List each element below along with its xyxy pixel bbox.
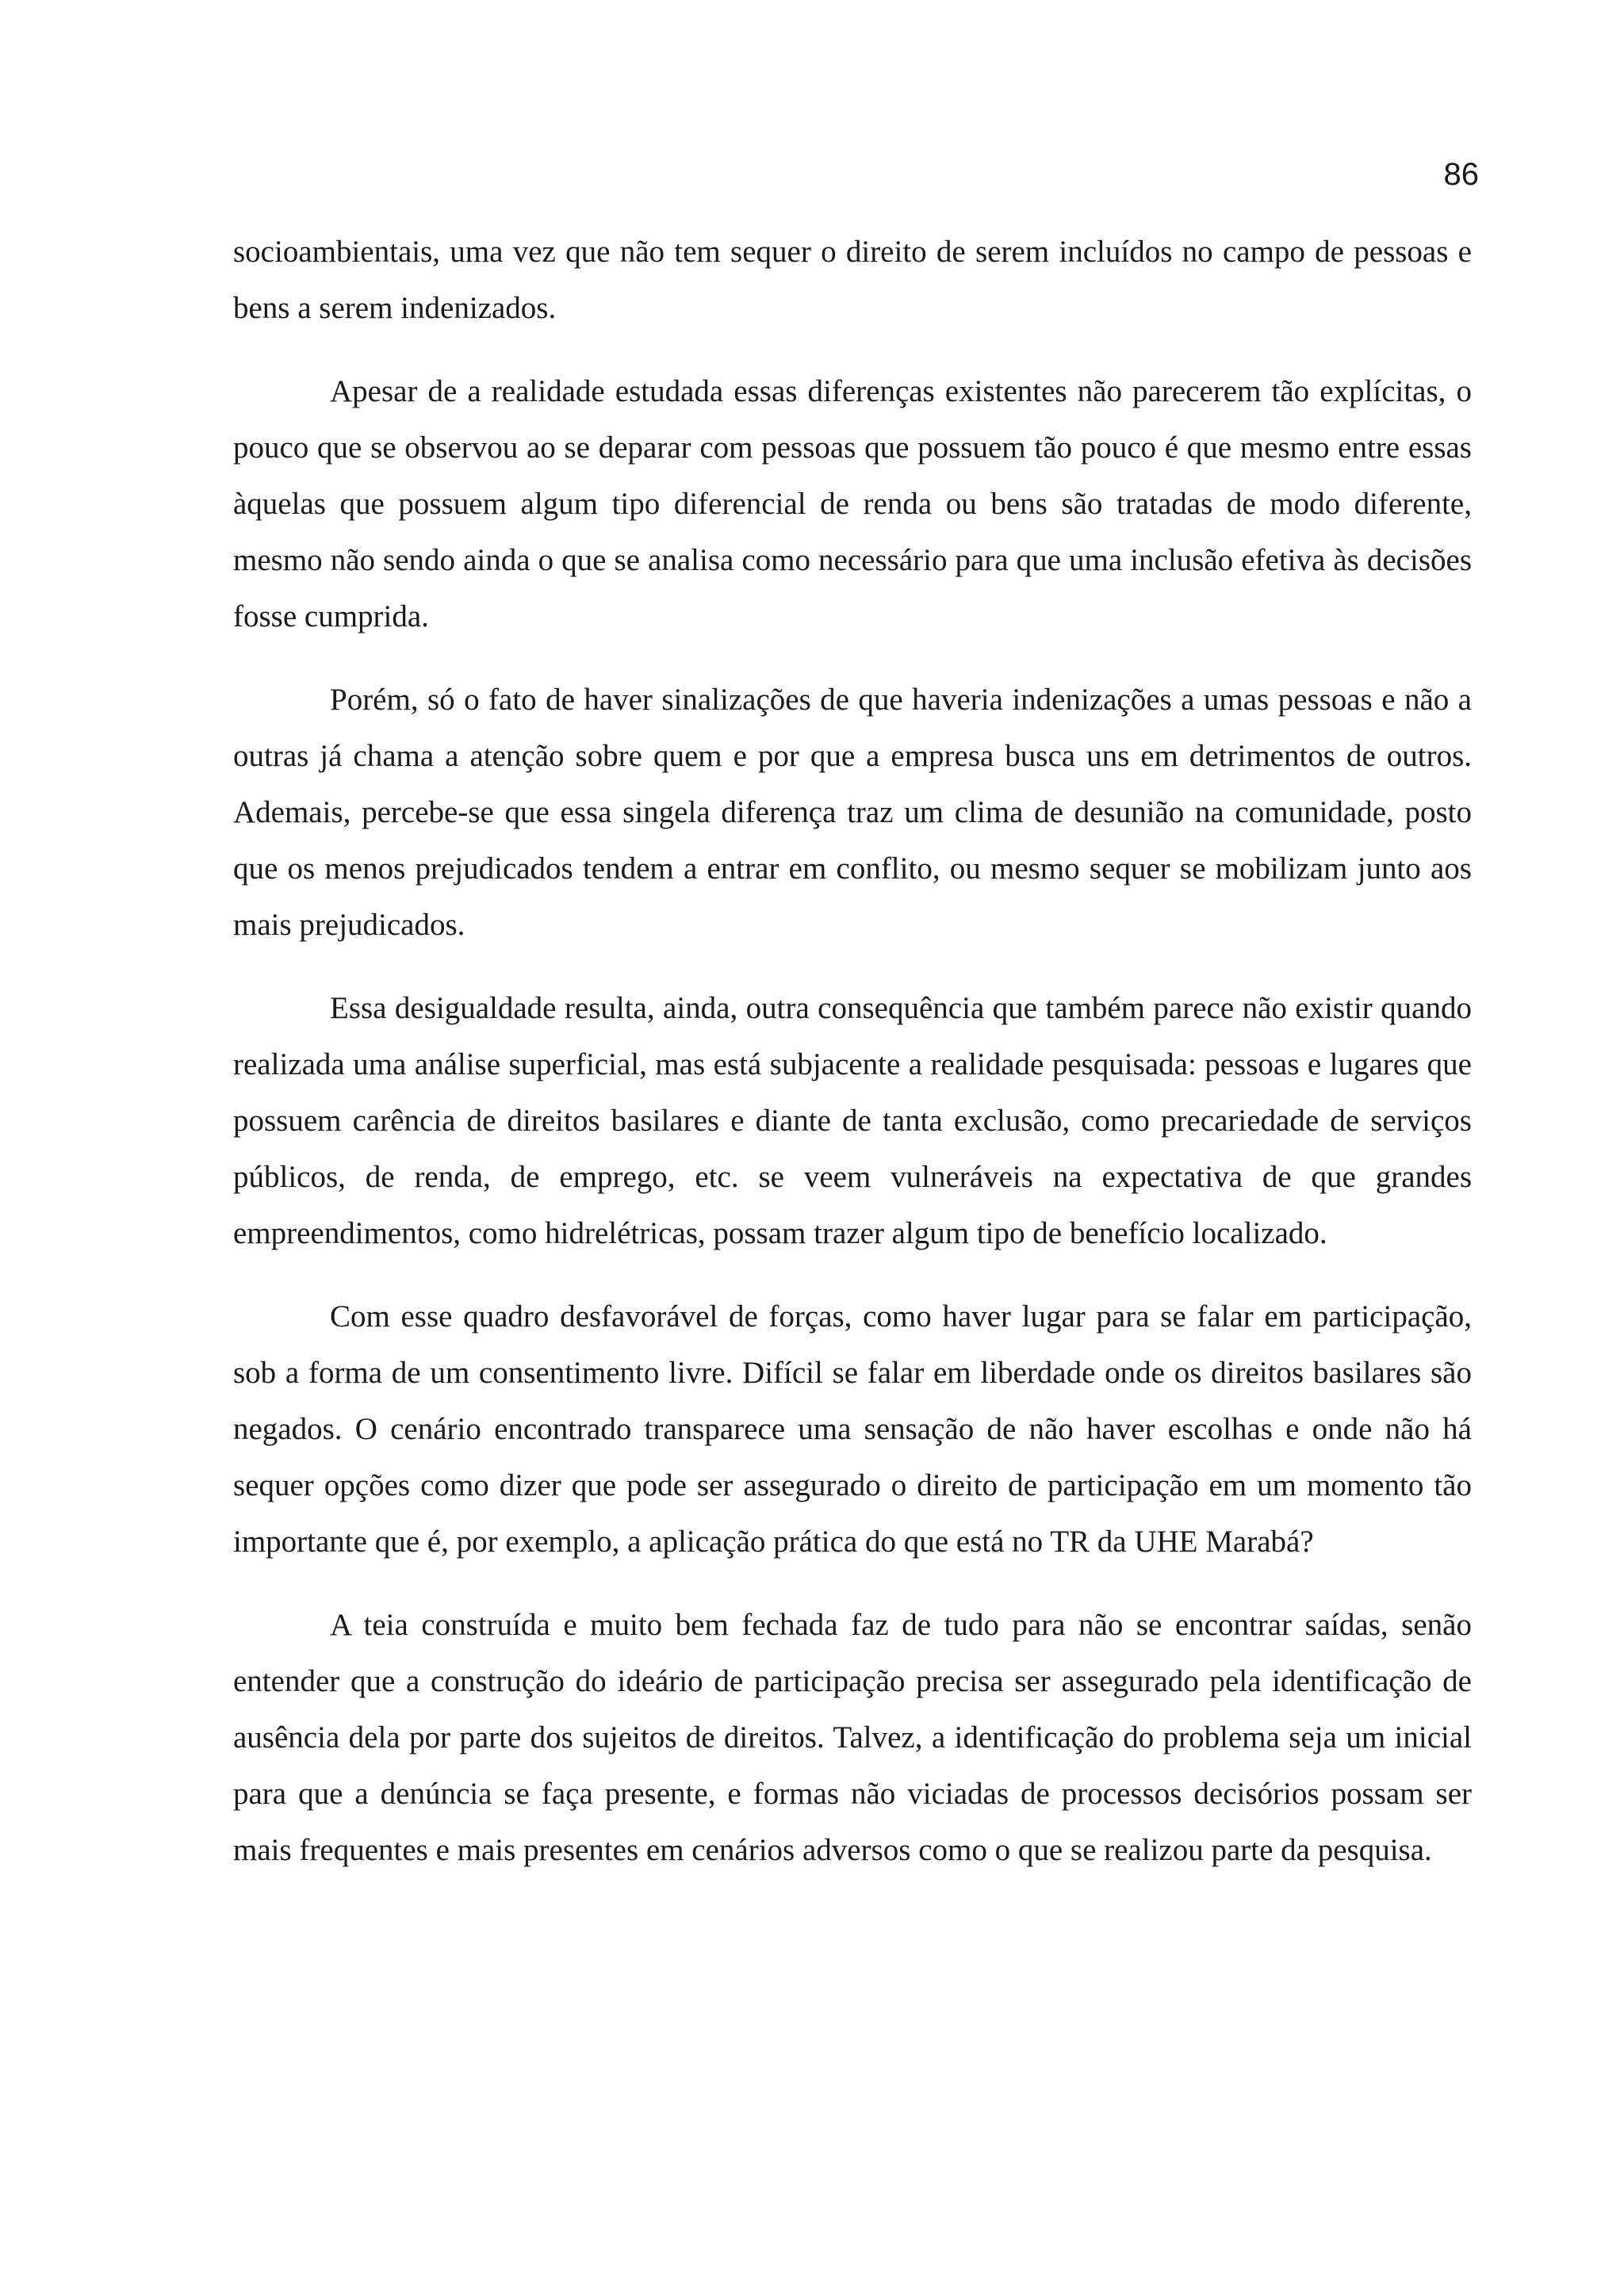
paragraph: Porém, só o fato de haver sinalizações de que haveria indenizações a umas pessoas e não a outras já chama a atenção sobre quem e por que a empresa busca uns em detrimentos de outros. Ademais, percebe-se que essa singela diferença traz um clima de desunião na comunidade, posto que os menos prejudicados tendem a entrar em conflito, ou mesmo sequer se mobilizam junto aos mais prejudicados. [233,683,1472,942]
page-number: 86 [1443,157,1479,192]
body-text [233,224,1472,1878]
paragraph: A teia construída e muito bem fechada faz de tudo para não se encontrar saídas, senão entender que a construção do ideário de participação precisa ser assegurado pela identificação de ausência dela por parte dos sujeitos de direitos. Talvez, a identificação do problema seja um inicial para que a denúncia se faça presente, e formas não viciadas de processos decisórios possam ser mais frequentes e mais presentes em cenários adversos como o que se realizou parte da pesquisa. [233,1608,1472,1867]
paragraph-continuation: socioambientais, uma vez que não tem sequer o direito de serem incluídos no campo de pessoas e bens a serem indenizados. [233,235,1472,325]
paragraph: Essa desigualdade resulta, ainda, outra consequência que também parece não existir quando realizada uma análise superficial, mas está subjacente a realidade pesquisada: pessoas e lugares que possuem carência de direitos basilares e diante de tanta exclusão, como precariedade de serviços públicos, de renda, de emprego, etc. se veem vulneráveis na expectativa de que grandes empreendimentos, como hidrelétricas, possam trazer algum tipo de benefício localizado. [233,991,1472,1250]
paragraph: Apesar de a realidade estudada essas diferenças existentes não parecerem tão explícitas, o pouco que se observou ao se deparar com pessoas que possuem tão pouco é que mesmo entre essas àquelas que possuem algum tipo diferencial de renda ou bens são tratadas de modo diferente, mesmo não sendo ainda o que se analisa como necessário para que uma inclusão efetiva às decisões fosse cumprida. [233,374,1472,633]
paragraph: Com esse quadro desfavorável de forças, como haver lugar para se falar em participação, sob a forma de um consentimento livre. Difícil se falar em liberdade onde os direitos basilares são negados. O cenário encontrado transparece uma sensação de não haver escolhas e onde não há sequer opções como dizer que pode ser assegurado o direito de participação em um momento tão importante que é, por exemplo, a aplicação prática do que está no TR da UHE Marabá? [233,1299,1472,1559]
